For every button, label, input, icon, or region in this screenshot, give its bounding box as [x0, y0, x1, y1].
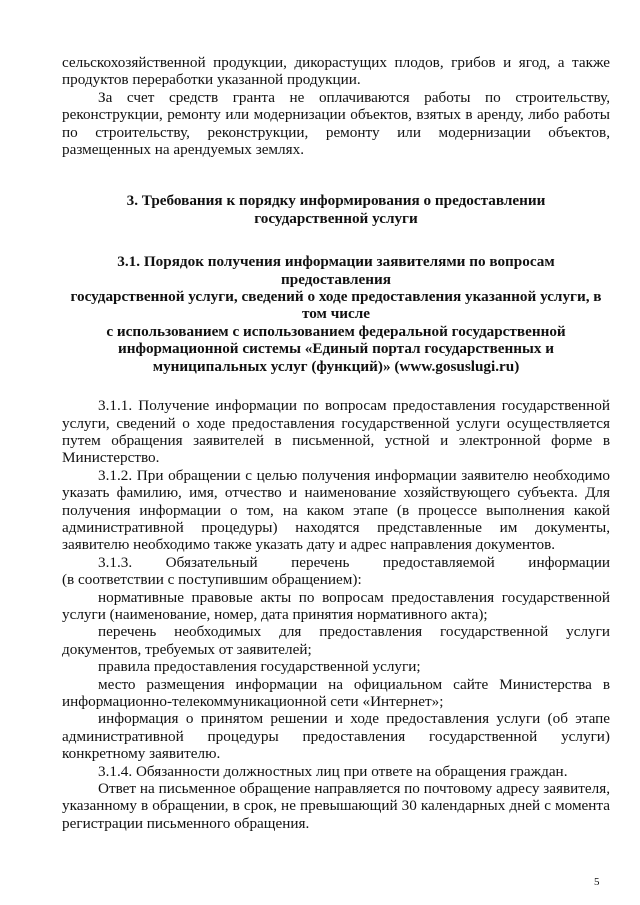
subsection-heading-line-6: муниципальных услуг (функций)» (www.gosuslugi.ru)	[152, 357, 520, 375]
paragraph-grant-exclusions: За счет средств гранта не оплачиваются работы по строительству, реконструкции, ремонту или модернизации объектов, взятых в аренду, либо работы по строительству, реконструкции, ремонту или модернизации объектов, размещенных на арендуемых землях.	[62, 88, 610, 159]
paragraph-3-1-3-line-2: (в соответствии с поступившим обращением):	[62, 571, 362, 589]
subsection-heading-line-1: 3.1. Порядок получения информации заявителями по вопросам предоставления	[117, 253, 555, 288]
subsection-heading-line-2: государственной услуги, сведений о ходе предоставления указанной услуги, в	[70, 288, 602, 306]
subsection-heading-line-5: информационной системы «Единый портал государственных и	[117, 340, 555, 358]
subsection-heading	[62, 253, 610, 375]
list-item-website: место размещения информации на официальном сайте Министерства в информационно-телекоммуникационной сети «Интернет»;	[62, 675, 610, 710]
paragraph-3-1-1: 3.1.1. Получение информации по вопросам предоставления государственной услуги, сведений о ходе предоставления государственной услуги осуществляется путем обращения заявителей в письменной, устной и электронной форме в Министерство.	[62, 397, 610, 467]
paragraph-3-1-2: 3.1.2. При обращении с целью получения информации заявителю необходимо указать фамилию, имя, отчество и наименование хозяйствующего субъекта. Для получения информации о том, на каком этапе (в процессе выполнения какой административной процедуры) находятся представленные им документы, заявителю необходимо также указать дату и адрес направления документов.	[62, 466, 610, 554]
paragraph-3-1-4-text: Ответ на письменное обращение направляется по почтовому адресу заявителя, указанному в обращении, в срок, не превышающий 30 календарных дней с момента регистрации письменного обращения.	[62, 780, 610, 832]
list-item-legal-acts: нормативные правовые акты по вопросам предоставления государственной услуги (наименование, номер, дата принятия нормативного акта);	[62, 588, 610, 623]
section-heading-line-1: 3. Требования к порядку информирования о предоставлении	[126, 192, 546, 210]
list-item-documents: перечень необходимых для предоставления государственной услуги документов, требуемых от заявителей;	[62, 623, 610, 658]
list-item-decision: информация о принятом решении и ходе предоставления услуги (об этапе административной процедуры предоставления государственной услуги) конкретному заявителю.	[62, 710, 610, 763]
paragraph-3-1-3-line-1: 3.1.3. Обязательный перечень предоставляемой информации	[98, 553, 610, 571]
subsection-heading-line-3: том числе	[301, 305, 371, 323]
document-page	[62, 54, 610, 832]
page-number: 5	[594, 876, 600, 888]
list-item-rules: правила предоставления государственной услуги;	[98, 658, 421, 676]
paragraph-continuation: сельскохозяйственной продукции, дикорастущих плодов, грибов и ягод, а также продуктов переработки указанной продукции.	[62, 54, 610, 89]
section-heading-line-2: государственной услуги	[254, 209, 418, 227]
section-heading	[62, 192, 610, 227]
subsection-heading-line-4: с использованием с использованием федеральной государственной	[106, 322, 566, 340]
paragraph-3-1-4: 3.1.4. Обязанности должностных лиц при ответе на обращения граждан.	[98, 762, 568, 780]
